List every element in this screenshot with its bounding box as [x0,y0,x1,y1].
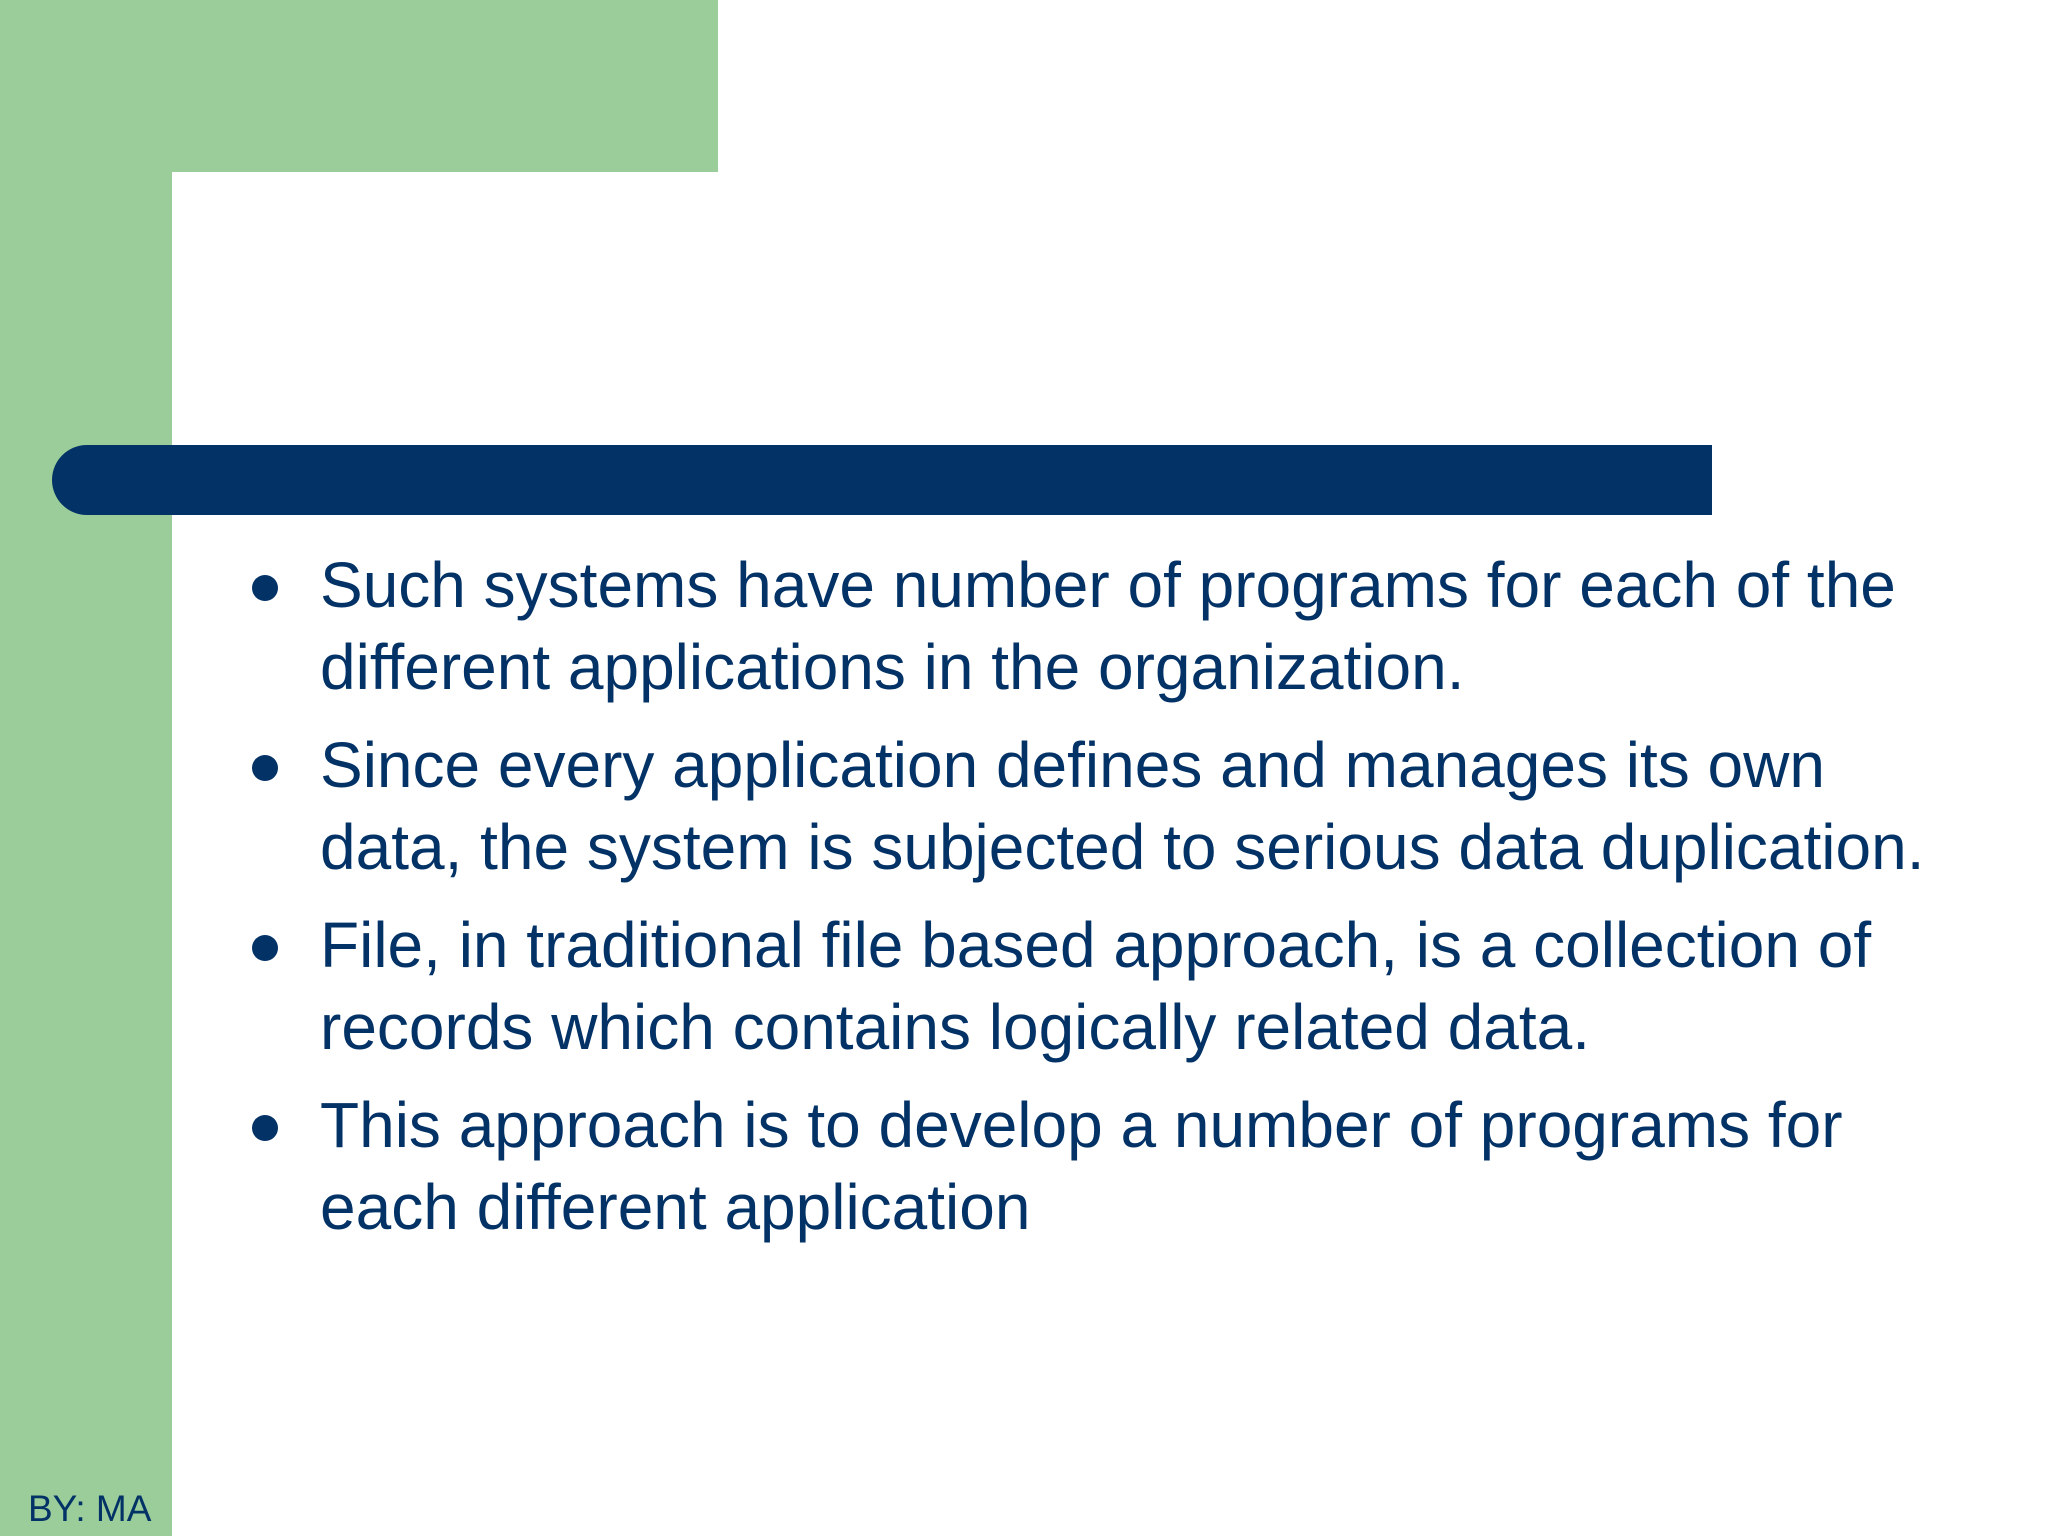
bullet-dot-icon [252,935,278,961]
bullet-item [242,724,1942,888]
bullet-text: Such systems have number of programs for each of the different applications in the organization. [320,549,1896,703]
footer-author: BY: MA [28,1488,152,1529]
bullet-item [242,904,1942,1068]
bullet-dot-icon [252,755,278,781]
title-bar [52,445,1712,515]
bullet-text: This approach is to develop a number of programs for each different application [320,1089,1843,1243]
bullet-dot-icon [252,1115,278,1141]
green-top-block [0,0,718,172]
bullet-text: File, in traditional file based approach, is a collection of records which contains logically related data. [320,909,1872,1063]
bullet-text: Since every application defines and manages its own data, the system is subjected to serious data duplication. [320,729,1925,883]
bullet-item [242,1084,1942,1248]
bullet-item [242,544,1942,708]
green-sidebar [0,0,172,1536]
bullet-list [242,544,1942,1264]
bullet-dot-icon [252,575,278,601]
